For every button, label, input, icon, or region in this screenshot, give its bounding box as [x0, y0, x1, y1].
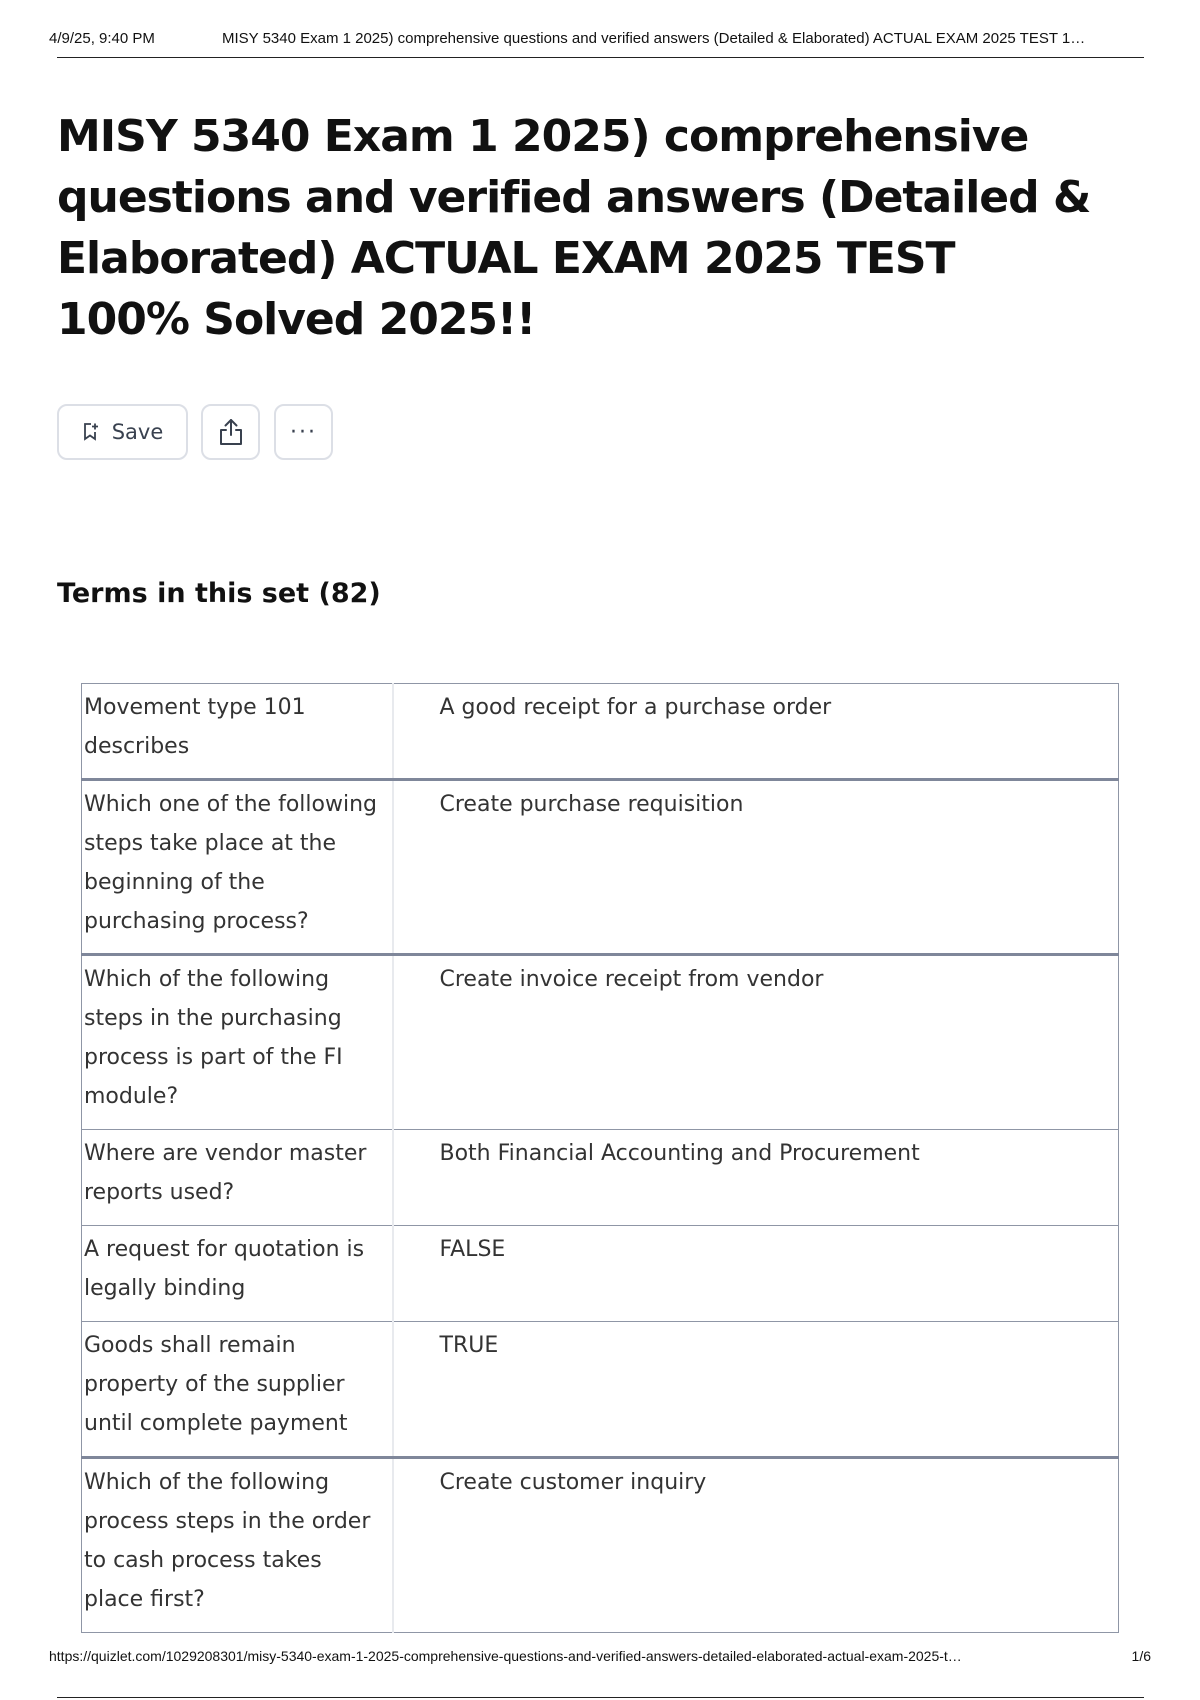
terms-set-heading: Terms in this set (82): [57, 578, 381, 609]
term-text: Which of the following steps in the purchasing process is part of the FI module?: [82, 955, 393, 1130]
term-text: Which one of the following steps take place at the beginning of the purchasing process?: [82, 780, 393, 955]
term-row: [82, 1226, 1119, 1322]
term-text: Where are vendor master reports used?: [82, 1130, 393, 1226]
more-options-button[interactable]: [274, 404, 333, 460]
term-row: [82, 1130, 1119, 1226]
term-row: [82, 780, 1119, 955]
share-button[interactable]: [201, 404, 260, 460]
bookmark-add-icon: [82, 422, 100, 442]
definition-text: Create customer inquiry: [393, 1458, 1119, 1633]
term-row: [82, 684, 1119, 780]
terms-table: [81, 683, 1119, 1633]
definition-text: A good receipt for a purchase order: [393, 684, 1119, 780]
print-footer-url: https://quizlet.com/1029208301/misy-5340-exam-1-2025-comprehensive-questions-and-verified-answers-detailed-elaborated-actual-exam-2025-t…: [49, 1648, 962, 1664]
print-datetime: 4/9/25, 9:40 PM: [49, 30, 155, 47]
definition-text: FALSE: [393, 1226, 1119, 1322]
page-title: MISY 5340 Exam 1 2025) comprehensive questions and verified answers (Detailed & Elaborated) ACTUAL EXAM 2025 TEST 100% Solved 2025!!: [57, 111, 1091, 345]
term-text: Goods shall remain property of the supplier until complete payment: [82, 1322, 393, 1458]
definition-text: Both Financial Accounting and Procurement: [393, 1130, 1119, 1226]
save-button[interactable]: [57, 404, 188, 460]
definition-text: TRUE: [393, 1322, 1119, 1458]
footer-divider: [57, 1697, 1144, 1698]
term-row: [82, 1458, 1119, 1633]
term-text: A request for quotation is legally binding: [82, 1226, 393, 1322]
term-row: [82, 1322, 1119, 1458]
page-number: 1/6: [1131, 1648, 1151, 1664]
print-header: [49, 30, 1151, 54]
print-footer: [49, 1648, 1151, 1672]
definition-text: Create invoice receipt from vendor: [393, 955, 1119, 1130]
term-text: Movement type 101 describes: [82, 684, 393, 780]
save-button-label: Save: [111, 420, 164, 444]
header-divider: [57, 57, 1144, 58]
print-document-title: MISY 5340 Exam 1 2025) comprehensive questions and verified answers (Detailed & Elaborated) ACTUAL EXAM 2025 TEST 1…: [222, 30, 1086, 47]
more-options-icon: ···: [290, 419, 317, 445]
term-text: Which of the following process steps in the order to cash process takes place first?: [82, 1458, 393, 1633]
share-icon: [217, 417, 245, 447]
term-row: [82, 955, 1119, 1130]
definition-text: Create purchase requisition: [393, 780, 1119, 955]
